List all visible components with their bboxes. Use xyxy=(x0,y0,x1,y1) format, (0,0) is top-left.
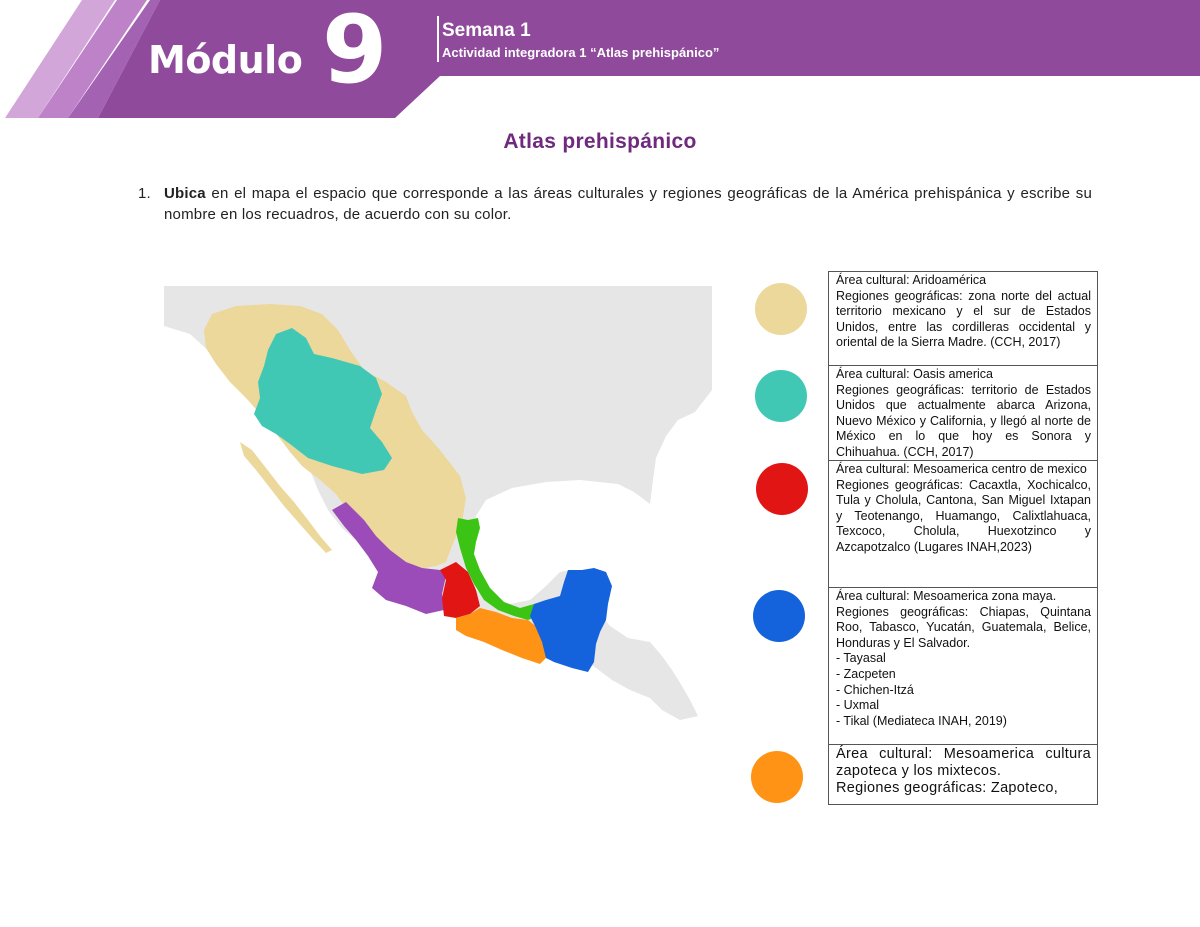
legend-table-bottom-border xyxy=(828,804,1098,805)
legend-region-text: Regiones geográficas: zona norte del actual territorio mexicano y el sur de Estados Unidos, entre las cordilleras occidental y oriental de la Sierra Madre. (CCH, 2017) xyxy=(836,288,1091,350)
legend-site-item: - Tayasal xyxy=(836,651,886,666)
legend-area-text: Área cultural: Mesoamerica zona maya. xyxy=(836,589,1057,603)
instruction xyxy=(138,183,1092,225)
legend-box-zona-maya xyxy=(828,587,1098,744)
instruction-number: 1. xyxy=(138,185,151,202)
legend-color-dot xyxy=(756,463,808,515)
legend-site-item: - Chichen-Itzá xyxy=(836,682,914,697)
legend-box-centro-mexico xyxy=(828,460,1098,587)
legend-color-dot xyxy=(751,751,803,803)
legend-region-text: Regiones geográficas: Cacaxtla, Xochicalco, Tula y Cholula, Cantona, San Miguel Ixtapan y Teotenango, Huamango, Calixtlahuaca, Texcoco, Cholula, Huexotzinco y Azcapotzalco (Lugares INAH,2023) xyxy=(836,477,1091,554)
legend-site-item: - Zacpeten xyxy=(836,666,896,681)
instruction-verb: Ubica xyxy=(164,185,206,202)
instruction-body xyxy=(164,183,1092,225)
instruction-text: en el mapa el espacio que corresponde a las áreas culturales y regiones geográficas de la América prehispánica y escribe su nombre en los recuadros, de acuerdo con su color. xyxy=(164,185,1092,223)
legend-region-text: Regiones geográficas: Zapoteco, xyxy=(836,780,1059,796)
cultural-areas-map xyxy=(150,270,730,730)
legend-region-text: Regiones geográficas: Chiapas, Quintana Roo, Tabasco, Yucatán, Guatemala, Belice, Honduras y El Salvador. xyxy=(836,604,1091,650)
activity-label: Actividad integradora 1 “Atlas prehispánico” xyxy=(442,45,720,60)
legend-area-text: Área cultural: Aridoamérica xyxy=(836,273,987,287)
legend-area-text: Área cultural: Mesoamerica cultura zapoteca y los mixtecos. xyxy=(836,746,1091,779)
header-separator xyxy=(437,16,439,62)
legend-area-text: Área cultural: Mesoamerica centro de mexico xyxy=(836,462,1087,476)
page-title: Atlas prehispánico xyxy=(503,130,697,153)
legend-site-item: - Tikal (Mediateca INAH, 2019) xyxy=(836,713,1007,728)
legend-area-text: Área cultural: Oasis america xyxy=(836,367,994,381)
module-word: Módulo xyxy=(148,38,303,82)
legend-color-dot xyxy=(755,283,807,335)
legend-color-dot xyxy=(755,370,807,422)
legend-box-aridoamerica xyxy=(828,271,1098,365)
legend-site-item: - Uxmal xyxy=(836,698,880,713)
legend-box-oasisamerica xyxy=(828,365,1098,460)
week-label: Semana 1 xyxy=(442,20,531,41)
legend-box-zapoteca xyxy=(828,744,1098,804)
legend-color-dot xyxy=(753,590,805,642)
module-number: 9 xyxy=(322,0,388,105)
legend-region-text: Regiones geográficas: territorio de Estados Unidos que actualmente abarca Arizona, Nuevo México y California, y llegó al norte de México en lo que hoy es Sonora y Chihuahua. (CCH, 2017) xyxy=(836,382,1091,459)
